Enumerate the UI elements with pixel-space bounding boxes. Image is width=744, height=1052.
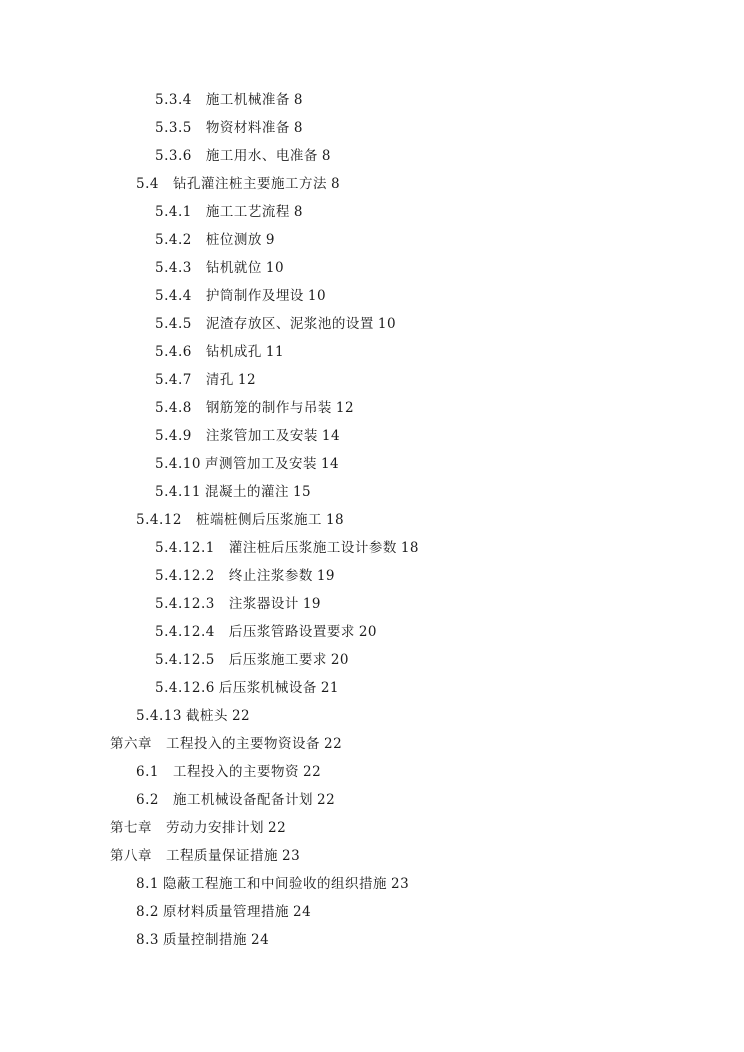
toc-entry-title: 原材料质量管理措施 bbox=[162, 904, 289, 920]
toc-entry-number: 6.1 bbox=[136, 764, 159, 780]
toc-entry-title: 桩端桩侧后压浆施工 bbox=[195, 512, 322, 528]
toc-entry[interactable] bbox=[0, 282, 744, 310]
toc-entry-number: 5.3.4 bbox=[155, 92, 192, 108]
toc-entry-number: 5.4.13 bbox=[136, 708, 182, 724]
toc-entry-title: 物资材料准备 bbox=[205, 120, 290, 136]
toc-entry-title: 后压浆施工要求 bbox=[228, 652, 327, 668]
toc-entry-title: 钻机成孔 bbox=[205, 344, 262, 360]
toc-entry-number: 5.4.12.1 bbox=[155, 540, 215, 556]
toc-entry-number: 5.3.5 bbox=[155, 120, 192, 136]
toc-entry-title: 钻机就位 bbox=[205, 260, 262, 276]
toc-entry-number: 8.3 bbox=[136, 932, 159, 948]
toc-entry-number: 5.4.6 bbox=[155, 344, 192, 360]
toc-entry-number: 5.4.4 bbox=[155, 288, 192, 304]
toc-entry-title: 施工机械准备 bbox=[205, 92, 290, 108]
toc-entry[interactable] bbox=[0, 422, 744, 450]
table-of-contents bbox=[0, 86, 744, 954]
toc-entry-page: 14 bbox=[321, 428, 341, 444]
toc-entry-title: 护筒制作及埋设 bbox=[205, 288, 304, 304]
toc-entry-title: 工程投入的主要物资 bbox=[172, 764, 299, 780]
toc-entry[interactable] bbox=[0, 898, 744, 926]
toc-entry-page: 20 bbox=[330, 652, 350, 668]
toc-entry-title: 工程投入的主要物资设备 bbox=[166, 736, 320, 752]
toc-entry-page: 8 bbox=[293, 204, 303, 220]
toc-entry[interactable] bbox=[0, 646, 744, 674]
toc-entry[interactable] bbox=[0, 226, 744, 254]
toc-entry[interactable] bbox=[0, 394, 744, 422]
toc-entry[interactable] bbox=[0, 590, 744, 618]
toc-entry-number: 5.3.6 bbox=[155, 148, 192, 164]
toc-entry-title: 施工工艺流程 bbox=[205, 204, 290, 220]
toc-entry-page: 22 bbox=[268, 820, 287, 836]
toc-entry-title: 质量控制措施 bbox=[162, 932, 247, 948]
toc-entry-number: 第八章 bbox=[110, 848, 152, 864]
toc-entry-title: 工程质量保证措施 bbox=[166, 848, 278, 864]
toc-entry[interactable] bbox=[0, 506, 744, 534]
toc-entry-page: 10 bbox=[265, 260, 285, 276]
toc-entry-number: 5.4.12.3 bbox=[155, 596, 215, 612]
toc-entry-page: 21 bbox=[320, 680, 340, 696]
toc-entry-page: 8 bbox=[293, 92, 303, 108]
toc-entry[interactable] bbox=[0, 702, 744, 730]
toc-entry-number: 第七章 bbox=[110, 820, 152, 836]
toc-entry[interactable] bbox=[0, 842, 744, 870]
toc-entry-title: 劳动力安排计划 bbox=[166, 820, 264, 836]
toc-entry-number: 5.4 bbox=[136, 176, 159, 192]
toc-entry-number: 5.4.12.4 bbox=[155, 624, 215, 640]
toc-entry-page: 12 bbox=[335, 400, 355, 416]
toc-entry-number: 5.4.11 bbox=[155, 484, 201, 500]
toc-entry[interactable] bbox=[0, 338, 744, 366]
toc-entry-page: 10 bbox=[377, 316, 397, 332]
toc-entry-page: 24 bbox=[250, 932, 270, 948]
toc-entry-title: 注浆器设计 bbox=[228, 596, 299, 612]
toc-entry[interactable] bbox=[0, 926, 744, 954]
toc-entry-page: 15 bbox=[292, 484, 312, 500]
toc-entry-title: 泥渣存放区、泥浆池的设置 bbox=[205, 316, 374, 332]
toc-entry-title: 终止注浆参数 bbox=[228, 568, 313, 584]
toc-entry-number: 5.4.8 bbox=[155, 400, 192, 416]
toc-entry-number: 5.4.10 bbox=[155, 456, 201, 472]
toc-entry-number: 5.4.1 bbox=[155, 204, 192, 220]
toc-entry-page: 24 bbox=[292, 904, 312, 920]
toc-entry-number: 5.4.7 bbox=[155, 372, 192, 388]
toc-entry-title: 钢筋笼的制作与吊装 bbox=[205, 400, 332, 416]
toc-entry-page: 19 bbox=[316, 568, 336, 584]
toc-entry-title: 钻孔灌注桩主要施工方法 bbox=[172, 176, 327, 192]
toc-entry-number: 6.2 bbox=[136, 792, 159, 808]
toc-entry[interactable] bbox=[0, 730, 744, 758]
toc-entry-title: 声测管加工及安装 bbox=[204, 456, 317, 472]
toc-entry[interactable] bbox=[0, 534, 744, 562]
toc-entry-page: 23 bbox=[390, 876, 410, 892]
toc-entry-number: 5.4.12.5 bbox=[155, 652, 215, 668]
toc-entry-title: 施工用水、电准备 bbox=[205, 148, 318, 164]
toc-entry-page: 10 bbox=[307, 288, 327, 304]
toc-entry-title: 注浆管加工及安装 bbox=[205, 428, 318, 444]
toc-entry[interactable] bbox=[0, 674, 744, 702]
toc-entry-title: 混凝土的灌注 bbox=[204, 484, 289, 500]
toc-entry-page: 22 bbox=[302, 764, 322, 780]
toc-entry-page: 11 bbox=[265, 344, 285, 360]
toc-entry[interactable] bbox=[0, 86, 744, 114]
toc-entry-title: 隐蔽工程施工和中间验收的组织措施 bbox=[162, 876, 387, 892]
toc-entry-page: 23 bbox=[282, 848, 301, 864]
toc-entry-number: 5.4.3 bbox=[155, 260, 192, 276]
toc-entry-title: 后压浆管路设置要求 bbox=[228, 624, 355, 640]
toc-entry[interactable] bbox=[0, 814, 744, 842]
toc-entry-page: 18 bbox=[400, 540, 420, 556]
toc-entry-number: 5.4.12 bbox=[136, 512, 182, 528]
toc-entry-page: 8 bbox=[321, 148, 331, 164]
toc-entry[interactable] bbox=[0, 478, 744, 506]
toc-entry-number: 5.4.5 bbox=[155, 316, 192, 332]
toc-entry-number: 8.1 bbox=[136, 876, 159, 892]
toc-entry[interactable] bbox=[0, 870, 744, 898]
toc-entry[interactable] bbox=[0, 618, 744, 646]
toc-entry-page: 12 bbox=[237, 372, 257, 388]
toc-entry-page: 14 bbox=[320, 456, 340, 472]
toc-entry-title: 后压浆机械设备 bbox=[218, 680, 317, 696]
toc-entry-page: 8 bbox=[293, 120, 303, 136]
toc-entry-number: 5.4.9 bbox=[155, 428, 192, 444]
toc-entry-number: 第六章 bbox=[110, 736, 152, 752]
toc-entry-number: 8.2 bbox=[136, 904, 159, 920]
toc-entry[interactable] bbox=[0, 142, 744, 170]
toc-entry[interactable] bbox=[0, 310, 744, 338]
toc-entry-number: 5.4.12.2 bbox=[155, 568, 215, 584]
toc-entry[interactable] bbox=[0, 366, 744, 394]
toc-entry-title: 施工机械设备配备计划 bbox=[172, 792, 313, 808]
toc-entry-page: 22 bbox=[324, 736, 343, 752]
toc-entry[interactable] bbox=[0, 198, 744, 226]
toc-entry-page: 22 bbox=[231, 708, 251, 724]
toc-entry-title: 桩位测放 bbox=[205, 232, 262, 248]
toc-entry[interactable] bbox=[0, 254, 744, 282]
toc-entry-page: 19 bbox=[302, 596, 322, 612]
toc-entry-number: 5.4.12.6 bbox=[155, 680, 215, 696]
toc-entry[interactable] bbox=[0, 450, 744, 478]
toc-entry-page: 18 bbox=[325, 512, 345, 528]
toc-entry-page: 9 bbox=[265, 232, 275, 248]
toc-entry[interactable] bbox=[0, 114, 744, 142]
toc-entry[interactable] bbox=[0, 170, 744, 198]
toc-entry-page: 22 bbox=[316, 792, 336, 808]
toc-entry-title: 灌注桩后压浆施工设计参数 bbox=[228, 540, 397, 556]
toc-entry-title: 截桩头 bbox=[185, 708, 228, 724]
toc-entry-page: 8 bbox=[330, 176, 341, 192]
toc-entry[interactable] bbox=[0, 758, 744, 786]
toc-entry-page: 20 bbox=[358, 624, 378, 640]
toc-entry[interactable] bbox=[0, 562, 744, 590]
toc-entry-number: 5.4.2 bbox=[155, 232, 192, 248]
toc-entry-title: 清孔 bbox=[205, 372, 234, 388]
toc-entry[interactable] bbox=[0, 786, 744, 814]
